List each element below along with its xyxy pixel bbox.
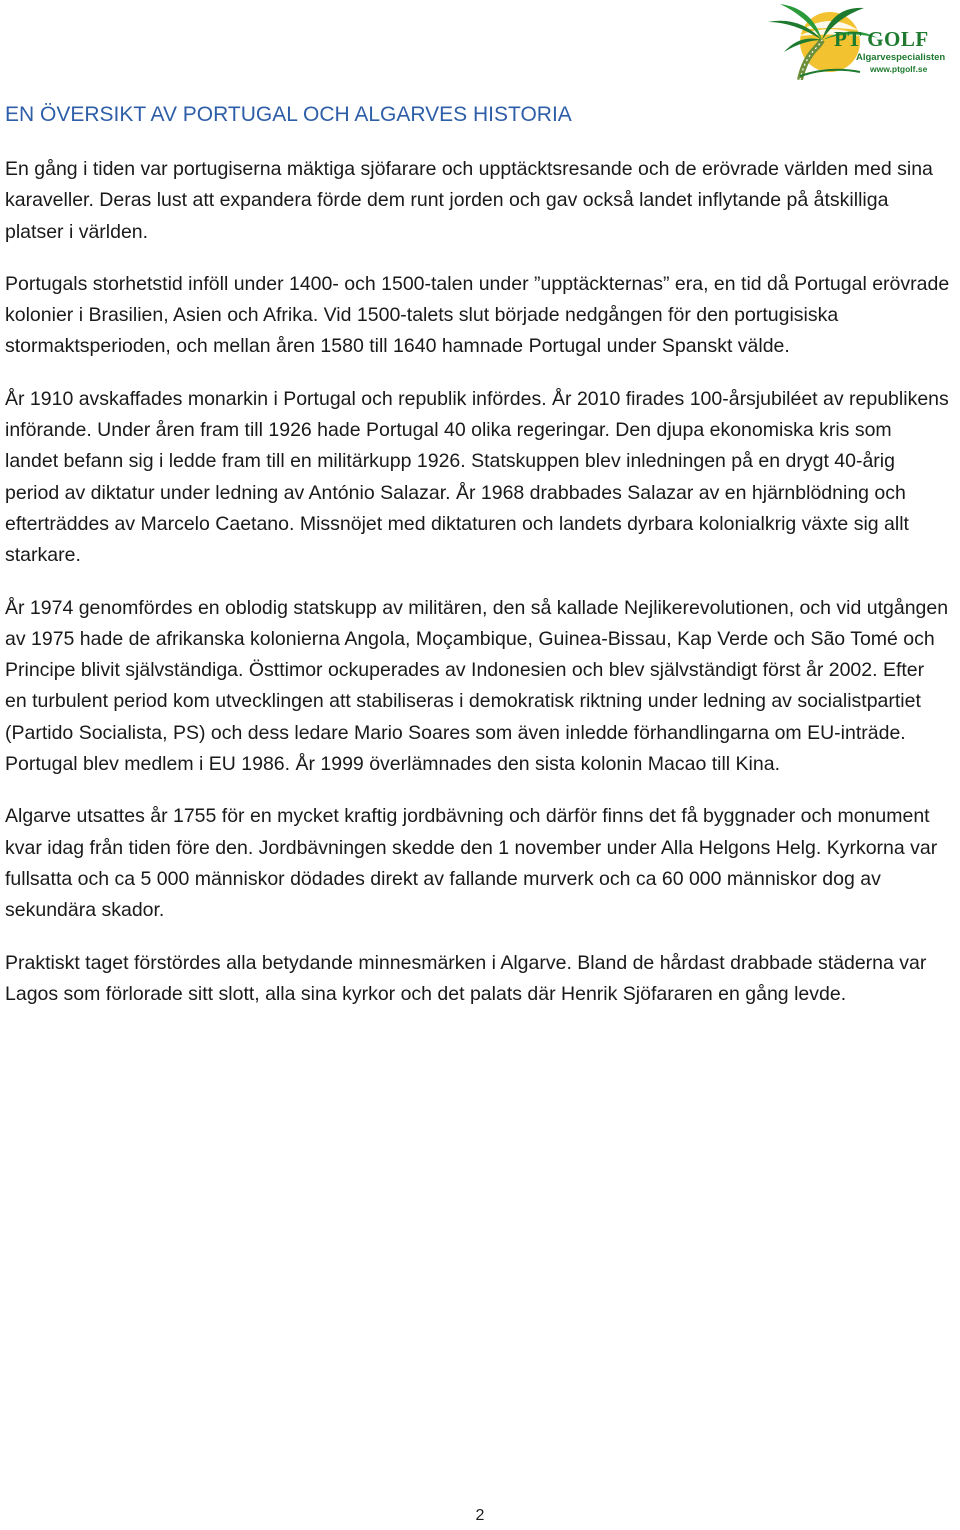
logo-url: www.ptgolf.se bbox=[870, 64, 928, 74]
logo-brand: PT GOLF bbox=[834, 27, 929, 51]
paragraph: Algarve utsattes år 1755 för en mycket kraftig jordbävning och därför finns det få byggnader och monument kvar idag från tiden före den. Jordbävningen skedde den 1 november under Alla Helgons Helg. Kyrkorna var fullsatta och ca 5 000 människor dödades direkt av fallande murverk och ca 60 000 människor dog av sekundära skador. bbox=[5, 805, 938, 922]
paragraph: År 1974 genomfördes en oblodig statskupp av militären, den så kallade Nejlikerevolutionen, och vid utgången av 1975 hade de afrikanska kolonierna Angola, Moçambique, Guinea-Bissau, Kap Verde och São Tomé och Principe blivit självständiga. Östtimor ockuperades av Indonesien och blev självständigt först år 2002. Efter en turbulent period kom utvecklingen att stabiliseras i demokratisk riktning under ledning av socialistpartiet (Partido Socialista, PS) och dess ledare Mario Soares som även inledde förhandlingarna om EU-inträde. Portugal blev medlem i EU 1986. År 1999 överlämnades den sista kolonin Macao till Kina. bbox=[5, 596, 949, 776]
paragraph: En gång i tiden var portugiserna mäktiga sjöfarare och upptäcktsresande och de erövrade världen med sina karaveller. Deras lust att expandera förde dem runt jorden och gav också landet inflytande på åtskilliga platser i världen. bbox=[5, 158, 933, 243]
document-title: EN ÖVERSIKT AV PORTUGAL OCH ALGARVES HISTORIA bbox=[5, 103, 572, 126]
document-body bbox=[5, 100, 950, 1031]
logo-subtitle: Algarvespecialisten bbox=[856, 52, 946, 63]
paragraph: Portugals storhetstid inföll under 1400- och 1500-talen under ”upptäckternas” era, en tid då Portugal erövrade kolonier i Brasilien, Asien och Afrika. Vid 1500-talets slut började nedgången för den portugisiska stormaktsperioden, och mellan åren 1580 till 1640 hamnade Portugal under Spanskt välde. bbox=[5, 272, 950, 358]
ptgolf-logo bbox=[760, 0, 960, 80]
paragraph: År 1910 avskaffades monarkin i Portugal och republik infördes. År 2010 firades 100-årsjubiléet av republikens införande. Under åren fram till 1926 hade Portugal 40 olika regeringar. Den djupa ekonomiska kris som landet befann sig i ledde fram till en militärkupp 1926. Statskuppen blev inledningen på en drygt 40-årig period av diktatur under ledning av António Salazar. År 1968 drabbades Salazar av en hjärnblödning och efterträddes av Marcelo Caetano. Missnöjet med diktaturen och landets dyrbara kolonialkrig växte sig allt starkare. bbox=[5, 387, 949, 567]
page-number: 2 bbox=[475, 1507, 485, 1524]
paragraph: Praktiskt taget förstördes alla betydande minnesmärken i Algarve. Bland de hårdast drabbade städerna var Lagos som förlorade sitt slott, alla sina kyrkor och det palats där Henrik Sjöfararen en gång levde. bbox=[5, 951, 927, 1005]
